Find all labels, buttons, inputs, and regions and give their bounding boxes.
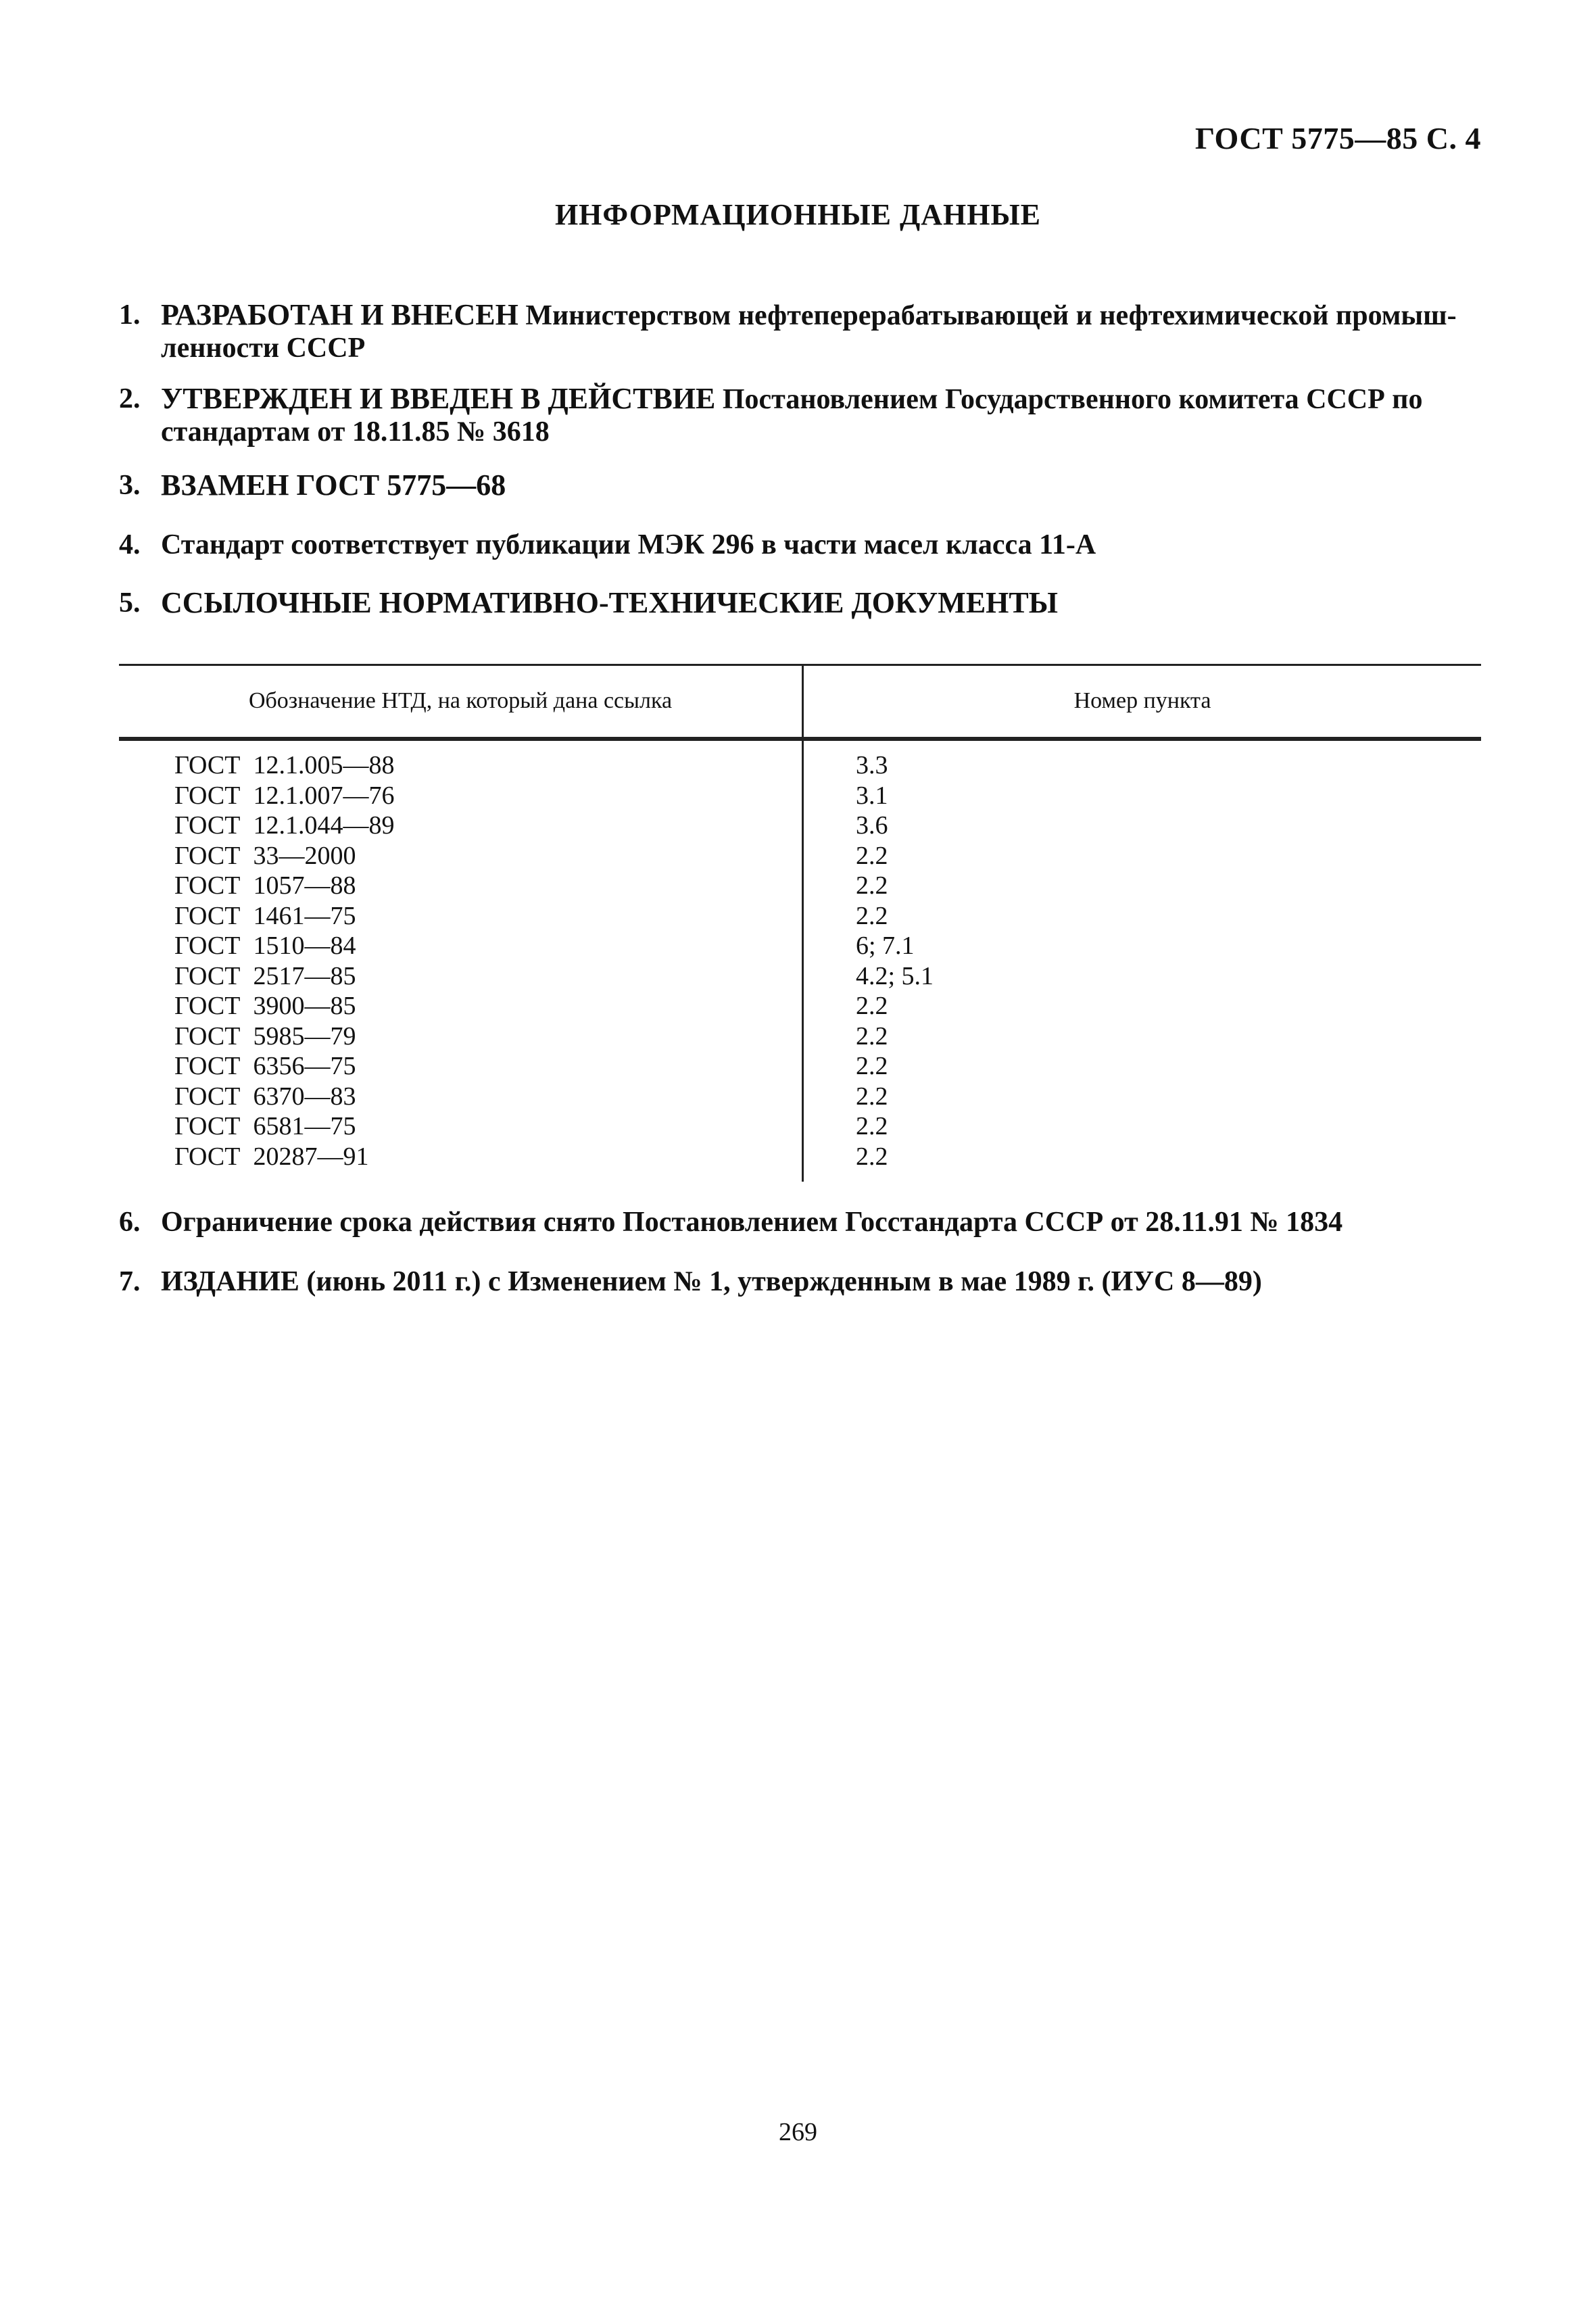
cell-clause: 2.2: [856, 1082, 888, 1111]
table-row: [119, 811, 1481, 841]
cell-document: ГОСТ 5985—79: [174, 1021, 356, 1051]
item-lead: РАЗРАБОТАН И ВНЕСЕН: [161, 298, 518, 331]
item-number: 3.: [119, 470, 141, 501]
table-row: [119, 871, 1481, 901]
item-lead: УТВЕРЖДЕН И ВВЕДЕН В ДЕЙСТВИЕ: [161, 382, 716, 415]
cell-document: ГОСТ 6581—75: [174, 1112, 356, 1140]
cell-clause: 2.2: [856, 871, 888, 900]
item-number: 7.: [119, 1266, 141, 1297]
info-item-7: [119, 1265, 1481, 1298]
cell-document: ГОСТ 3900—85: [174, 992, 356, 1020]
running-header: ГОСТ 5775—85 С. 4: [1194, 121, 1481, 155]
item-text: [161, 383, 1481, 448]
cell-document: ГОСТ 1510—84: [174, 932, 356, 960]
cell-clause: 3.3: [856, 751, 888, 779]
cell-clause: 2.2: [856, 992, 888, 1020]
cell-document: ГОСТ 6356—75: [174, 1052, 356, 1080]
cell-clause: 4.2; 5.1: [856, 961, 934, 990]
cell-clause: 2.2: [856, 841, 888, 870]
column-header-clause: Номер пункта: [1073, 688, 1211, 713]
cell-clause: 2.2: [856, 1112, 888, 1140]
table-row: [119, 1111, 1481, 1142]
table-row: [119, 750, 1481, 781]
table-row: [119, 931, 1481, 961]
table-row: [119, 781, 1481, 811]
cell-document: ГОСТ 6370—83: [174, 1082, 356, 1111]
cell-clause: 2.2: [856, 1052, 888, 1080]
cell-clause: 3.1: [856, 781, 888, 810]
item-number: 5.: [119, 587, 141, 619]
info-item-2: [119, 383, 1481, 448]
cell-clause: 2.2: [856, 1021, 888, 1051]
info-item-4: [119, 529, 1481, 561]
info-item-1: [119, 299, 1481, 364]
table-row: [119, 991, 1481, 1021]
cell-clause: 2.2: [856, 901, 888, 930]
item-text: Стандарт соответствует публикации МЭК 296 в части масел класса 11-А: [161, 529, 1096, 560]
cell-clause: 2.2: [856, 1142, 888, 1171]
reference-documents-table: [119, 664, 1481, 1182]
cell-document: ГОСТ 33—2000: [174, 841, 356, 870]
item-number: 2.: [119, 383, 141, 414]
info-item-3: [119, 469, 1481, 502]
item-text: [161, 299, 1481, 364]
item-text: Ограничение срока действия снято Постановлением Госстандарта СССР от 28.11.91 № 1834: [161, 1207, 1343, 1238]
table-row: [119, 841, 1481, 871]
cell-clause: 3.6: [856, 811, 888, 840]
info-item-6: [119, 1206, 1481, 1238]
item-text: ИЗДАНИЕ (июнь 2011 г.) с Изменением № 1, утвержденным в мае 1989 г. (ИУС 8—89): [161, 1266, 1262, 1297]
item-number: 1.: [119, 299, 141, 331]
table-row: [119, 901, 1481, 932]
table-row: [119, 1021, 1481, 1052]
item-text: ССЫЛОЧНЫЕ НОРМАТИВНО-ТЕХНИЧЕСКИЕ ДОКУМЕНТЫ: [161, 586, 1058, 619]
table-row: [119, 961, 1481, 992]
cell-clause: 6; 7.1: [856, 932, 915, 960]
cell-document: ГОСТ 2517—85: [174, 961, 356, 990]
table-body: [119, 750, 1481, 1172]
item-number: 6.: [119, 1207, 141, 1238]
page-number: 269: [779, 2118, 817, 2146]
cell-document: ГОСТ 1461—75: [174, 901, 356, 930]
table-row: [119, 1051, 1481, 1082]
cell-document: ГОСТ 12.1.005—88: [174, 751, 395, 779]
item-rest: Постановлением Государственного комитета СССР по стандартам от 18.11.85 № 3618: [161, 384, 1423, 448]
section-title: ИНФОРМАЦИОННЫЕ ДАННЫЕ: [554, 198, 1042, 231]
table-header-rule: [119, 737, 1481, 741]
info-item-5: [119, 587, 1481, 619]
table-top-rule: [119, 664, 1481, 666]
item-rest: Министерством нефтеперерабатывающей и нефтехимической промыш-ленности СССР: [161, 300, 1457, 364]
column-header-designation: Обозначение НТД, на который дана ссылка: [248, 688, 673, 713]
item-text: ВЗАМЕН ГОСТ 5775—68: [161, 468, 506, 502]
cell-document: ГОСТ 12.1.007—76: [174, 781, 395, 810]
table-row: [119, 1142, 1481, 1172]
item-number: 4.: [119, 529, 141, 560]
cell-document: ГОСТ 12.1.044—89: [174, 811, 395, 840]
cell-document: ГОСТ 1057—88: [174, 871, 356, 900]
table-row: [119, 1082, 1481, 1112]
cell-document: ГОСТ 20287—91: [174, 1142, 369, 1171]
